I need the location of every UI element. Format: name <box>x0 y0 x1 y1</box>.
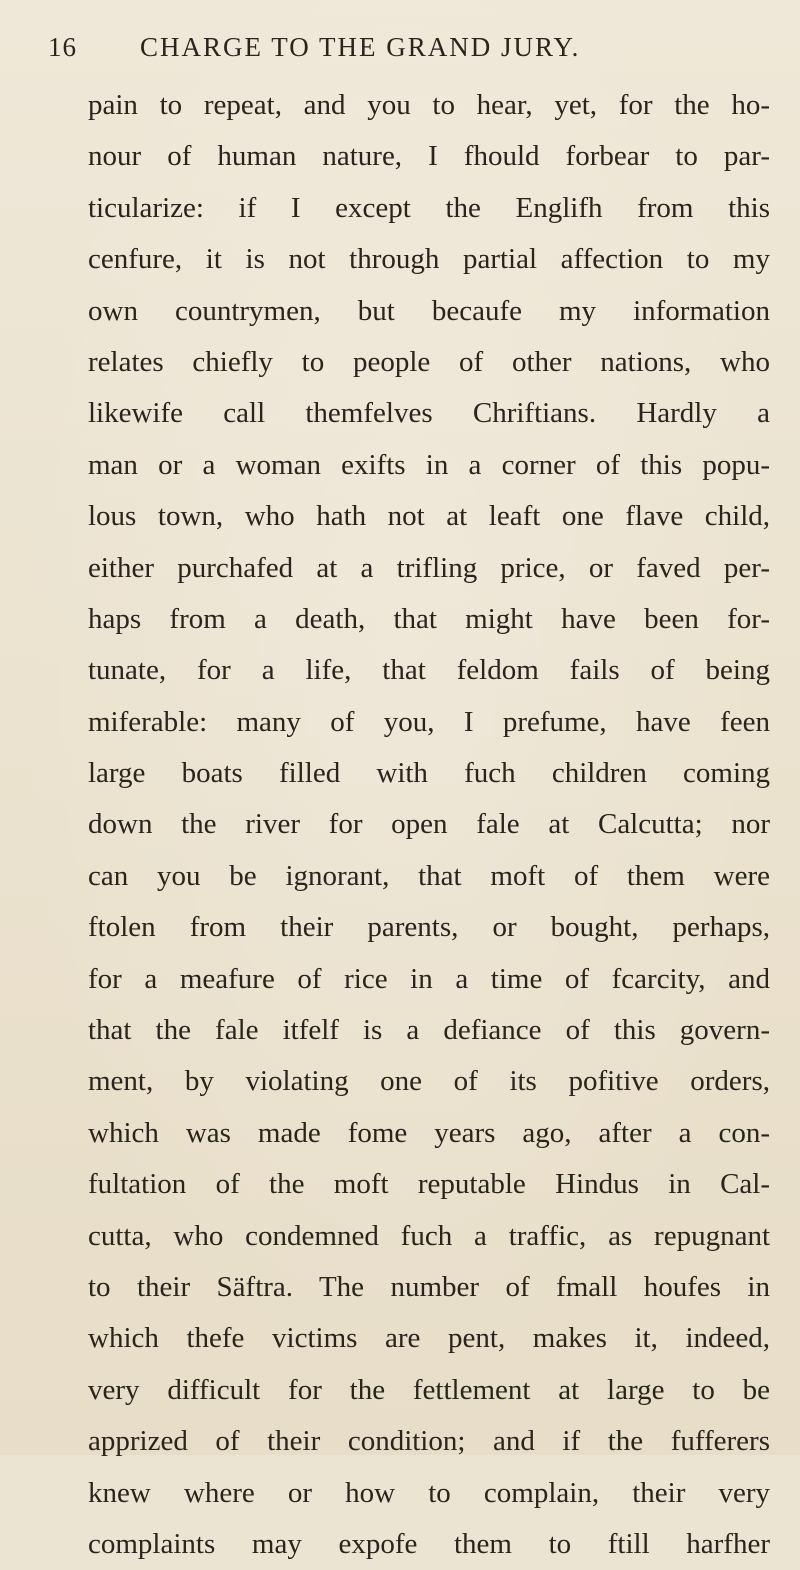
text-line: either purchafed at a trifling price, or faved per- <box>88 551 770 584</box>
text-line: knew where or how to complain, their very <box>88 1476 770 1509</box>
text-line: very difficult for the fettlement at large to be <box>88 1373 770 1406</box>
text-line: apprized of their condition; and if the fufferers <box>88 1425 770 1458</box>
text-line: ftolen from their parents, or bought, perhaps, <box>88 911 770 944</box>
text-line: relates chiefly to people of other nations, who <box>88 345 770 378</box>
text-line: fultation of the moft reputable Hindus in Cal- <box>88 1168 770 1201</box>
text-line: large boats filled with fuch children coming <box>88 757 770 790</box>
text-line: own countrymen, but becaufe my information <box>88 294 770 327</box>
text-line: tunate, for a life, that feldom fails of being <box>88 654 770 687</box>
text-line: man or a woman exifts in a corner of this popu- <box>88 448 770 481</box>
text-line: which was made fome years ago, after a con- <box>88 1116 770 1149</box>
text-line: nour of human nature, I fhould forbear to par- <box>88 140 770 173</box>
text-line: complaints may expofe them to ftill harfher <box>88 1527 770 1560</box>
text-line: for a meafure of rice in a time of fcarcity, and <box>88 962 770 995</box>
text-line: cutta, who condemned fuch a traffic, as repugnant <box>88 1219 770 1252</box>
text-line: ment, by violating one of its pofitive orders, <box>88 1065 770 1098</box>
text-line: that the fale itfelf is a defiance of this govern- <box>88 1014 770 1047</box>
running-head: CHARGE TO THE GRAND JURY. <box>140 32 581 62</box>
page-header <box>48 18 768 68</box>
text-line: cenfure, it is not through partial affection to my <box>88 243 770 276</box>
text-line: which thefe victims are pent, makes it, indeed, <box>88 1322 770 1355</box>
body-text <box>88 80 770 1570</box>
text-line: miferable: many of you, I prefume, have feen <box>88 705 770 738</box>
text-line: to their Säftra. The number of fmall houfes in <box>88 1270 770 1303</box>
text-line: likewife call themfelves Chriftians. Hardly a <box>88 397 770 430</box>
text-line: haps from a death, that might have been for- <box>88 602 770 635</box>
text-line: lous town, who hath not at leaft one flave child, <box>88 500 770 533</box>
text-line: ticularize: if I except the Englifh from this <box>88 191 770 224</box>
text-line: can you be ignorant, that moft of them were <box>88 859 770 892</box>
text-line: down the river for open fale at Calcutta; nor <box>88 808 770 841</box>
text-line: pain to repeat, and you to hear, yet, for the ho- <box>88 89 770 121</box>
page-number: 16 <box>48 32 77 62</box>
